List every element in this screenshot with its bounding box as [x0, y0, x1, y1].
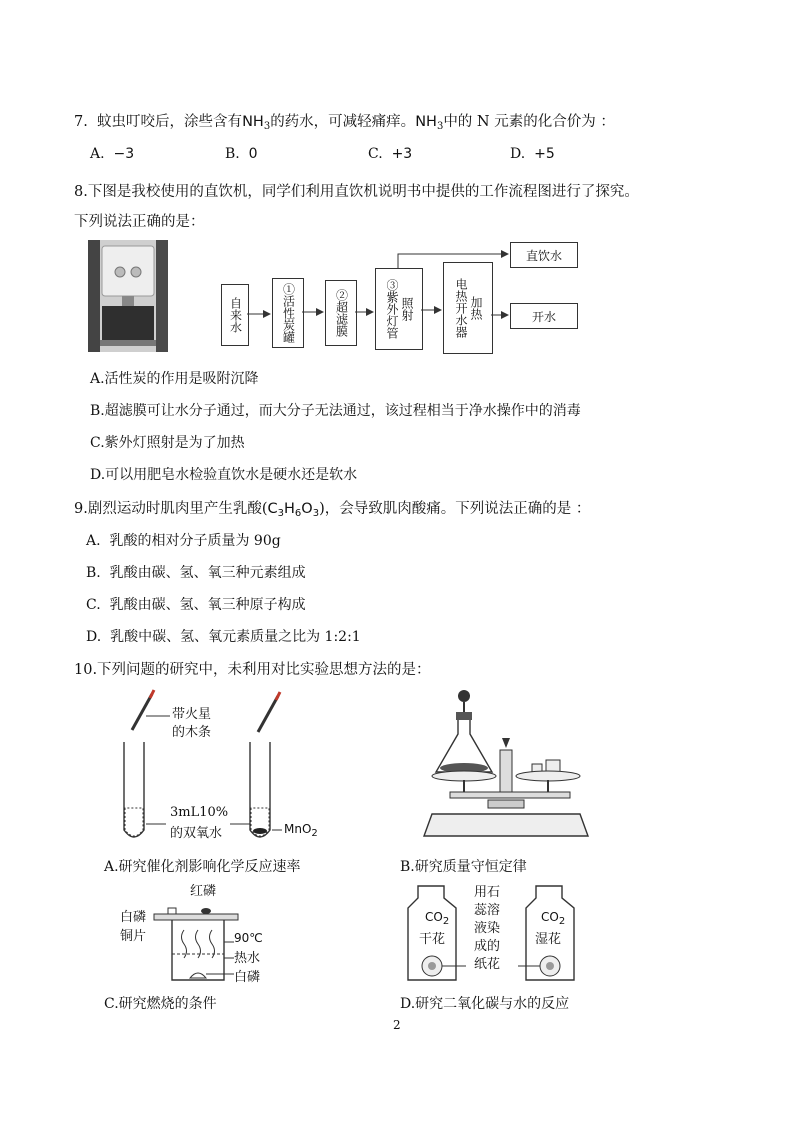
- mno2-powder: [253, 828, 267, 834]
- right-pan: [516, 771, 580, 781]
- flow-boiled-water: 开水: [510, 303, 578, 329]
- figure-a-catalyst[interactable]: [110, 690, 360, 850]
- q7-nh-1: NH: [242, 114, 264, 130]
- q7-text-a: 蚊虫叮咬后，涂些含有: [97, 114, 243, 130]
- figA-label-mno2: MnO$_2$: [284, 822, 318, 839]
- heater-label: 电热开水器: [454, 278, 468, 338]
- beaker: [172, 920, 224, 980]
- pillar: [500, 750, 512, 792]
- flow-ultrafilter: ②超滤膜: [325, 280, 357, 346]
- q8-option-d[interactable]: D.可以用肥皂水检验直饮水是硬水还是软水: [90, 467, 358, 483]
- q7-text-c: 中的 N 元素的化合价为 ：: [443, 114, 615, 130]
- q7-text-b: 的药水，可减轻痛痒。: [270, 114, 416, 130]
- wet-flower-center: [546, 962, 554, 970]
- balance-base: [424, 814, 588, 836]
- q10-stem: 10.下列问题的研究中，未利用对比实验思想方法的是：: [74, 662, 431, 678]
- figA-label-peroxide1: 3mL10%: [170, 805, 229, 820]
- q8-option-a[interactable]: A.活性炭的作用是吸附沉降: [90, 371, 259, 387]
- flow-tap-water: 自来水: [221, 284, 249, 346]
- q7-sub-2: 3: [436, 121, 444, 132]
- q7-option-c[interactable]: C. +3: [368, 146, 413, 162]
- q9-stem: [74, 497, 590, 518]
- heater-action-label: 加热: [469, 296, 483, 320]
- red-phosphorus-top: [201, 908, 211, 914]
- stopper: [456, 712, 472, 720]
- q9-option-a[interactable]: A. 乳酸的相对分子质量为 90g: [86, 533, 281, 549]
- q8-option-c[interactable]: C.紫外灯照射是为了加热: [90, 435, 245, 451]
- figC-caption: C.研究燃烧的条件: [104, 996, 217, 1012]
- uv-lamp-label: ③紫外灯管: [385, 279, 399, 339]
- q7-number: 7.: [74, 114, 88, 130]
- balance-pointer: [502, 738, 510, 748]
- figD-co2-right: $CO_2$: [541, 910, 566, 927]
- q7-option-a[interactable]: A. −3: [90, 146, 135, 162]
- q7-option-d[interactable]: D. +5: [510, 146, 555, 162]
- flow-arrows: [0, 0, 794, 400]
- glowing-splint-right: [258, 696, 278, 732]
- dry-flower-center: [428, 962, 436, 970]
- figD-middle-label: 用石 蕊溶 液染 成的 纸花: [474, 885, 501, 972]
- figD-co2-left: $CO_2$: [425, 910, 450, 927]
- figC-label-copper: 铜片: [120, 929, 147, 944]
- figC-label-hot-water: 热水: [234, 951, 261, 966]
- liquid-left: [125, 808, 143, 836]
- page-number: 2: [393, 1018, 401, 1032]
- q9-option-d[interactable]: D. 乳酸中碳、氢、氧元素质量之比为 1:2:1: [86, 629, 361, 645]
- figure-b-balance[interactable]: [428, 688, 598, 838]
- q7-option-b[interactable]: B. 0: [225, 146, 258, 162]
- figA-label-splint1: 带火星: [172, 707, 212, 722]
- scale-plate: [488, 800, 524, 808]
- lactic-acid-formula: $C_3H_6O_3$: [267, 501, 320, 519]
- q7-sub-1: 3: [263, 121, 271, 132]
- uv-action-label: 照射: [400, 297, 414, 321]
- flow-direct-water: 直饮水: [510, 242, 578, 268]
- beam: [450, 792, 570, 798]
- figD-caption: D.研究二氧化碳与水的反应: [400, 996, 570, 1012]
- figD-dry-flower: 干花: [419, 932, 446, 947]
- splint-tip-left: [150, 690, 154, 698]
- glowing-splint-left: [132, 694, 152, 730]
- figB-caption: B.研究质量守恒定律: [400, 859, 527, 875]
- splint-tip-right: [276, 692, 280, 700]
- dropper-bulb: [458, 690, 470, 702]
- figC-label-white-p2: 白磷: [234, 970, 261, 985]
- figA-label-peroxide2: 的双氧水: [170, 826, 223, 841]
- copper-plate: [154, 914, 238, 920]
- q9-text-a: 9.剧烈运动时肌肉里产生乳酸(: [74, 501, 268, 517]
- q9-option-b[interactable]: B. 乳酸由碳、氢、氧三种元素组成: [86, 565, 306, 581]
- q8-stem-line2: 下列说法正确的是：: [74, 214, 205, 230]
- figC-label-white-p: 白磷: [120, 910, 147, 925]
- figC-label-red-p: 红磷: [190, 884, 217, 899]
- white-phosphorus-top: [168, 908, 176, 914]
- arrow-uv-to-direct: [398, 254, 508, 268]
- figA-caption: A.研究催化剂影响化学反应速率: [104, 859, 301, 875]
- flow-carbon-tank: ①活性炭罐: [272, 278, 304, 348]
- figA-label-splint2: 的木条: [172, 725, 212, 740]
- white-phosphorus-underwater: [190, 973, 206, 978]
- q8-stem-line1: 8.下图是我校使用的直饮机，同学们利用直饮机说明书中提供的工作流程图进行了探究。: [74, 184, 639, 200]
- q9-option-c[interactable]: C. 乳酸由碳、氢、氧三种原子构成: [86, 597, 306, 613]
- figD-wet-flower: 湿花: [535, 932, 562, 947]
- figC-label-temp: 90℃: [234, 931, 263, 945]
- q8-option-b[interactable]: B.超滤膜可让水分子通过，而大分子无法通过，该过程相当于净水操作中的消毒: [90, 403, 581, 419]
- left-pan: [432, 771, 496, 781]
- q7-nh-2: NH: [415, 114, 437, 130]
- q9-text-b: )，会导致肌肉酸痛。下列说法正确的是 ：: [319, 501, 591, 517]
